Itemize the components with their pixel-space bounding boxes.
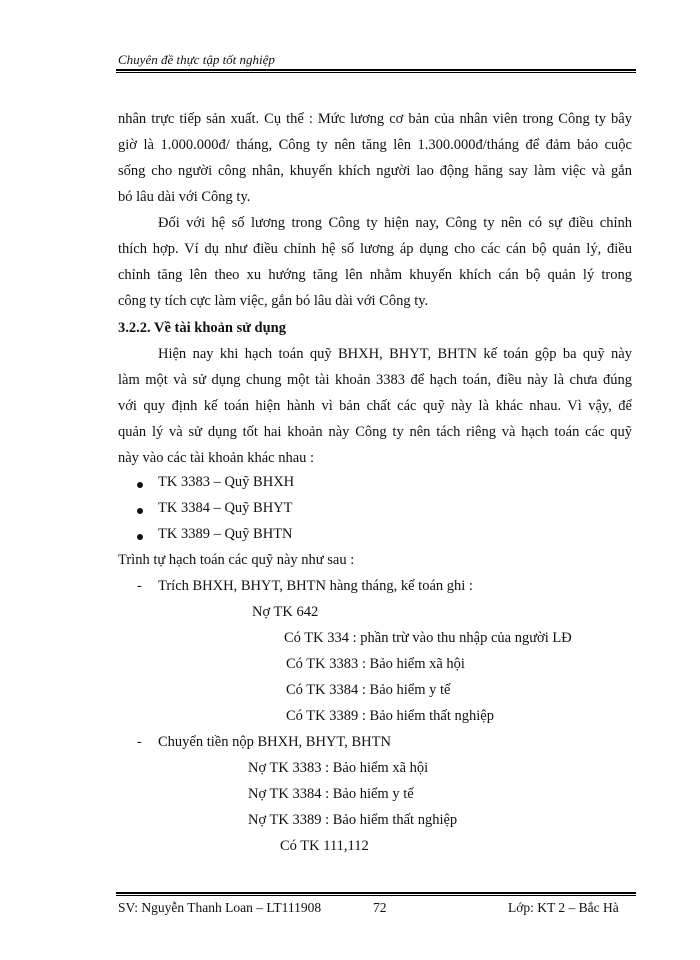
credit-entry: Có TK 3389 : Bảo hiểm thất nghiệp bbox=[286, 708, 494, 724]
paragraph-line: Hiện nay khi hạch toán quỹ BHXH, BHYT, BHTN kế toán gộp ba quỹ này bbox=[158, 346, 632, 362]
paragraph-line: chỉnh tăng lên theo xu hướng tăng lên nhằm khuyến khích cán bộ quản lý trong bbox=[118, 267, 632, 283]
credit-entry: Có TK 111,112 bbox=[280, 838, 369, 854]
page-number: 72 bbox=[373, 900, 387, 915]
debit-entry: Nợ TK 3389 : Bảo hiểm thất nghiệp bbox=[248, 812, 458, 828]
paragraph-line: với quy định kế toán hiện hành vì bản chất các quỹ này là khác nhau. Vì vậy, để bbox=[118, 398, 632, 414]
section-heading: 3.2.2. Về tài khoản sử dụng bbox=[118, 320, 286, 336]
paragraph-line: bó lâu dài với Công ty. bbox=[118, 189, 251, 205]
dash-marker: - bbox=[137, 578, 142, 594]
credit-entry: Có TK 3383 : Bảo hiểm xã hội bbox=[286, 656, 465, 672]
paragraph-line: làm một và sử dụng chung một tài khoản 3383 để hạch toán, điều này là chưa đúng bbox=[118, 372, 632, 388]
paragraph-line: giờ là 1.000.000đ/ tháng, Công ty nên tăng lên 1.300.000đ/tháng để đảm bảo cuộc bbox=[118, 137, 632, 153]
header-rule-thin bbox=[116, 72, 636, 73]
paragraph-line: này vào các tài khoản khác nhau : bbox=[118, 450, 315, 466]
step-title: Chuyển tiền nộp BHXH, BHYT, BHTN bbox=[158, 734, 391, 750]
footer-rule-thin bbox=[116, 895, 636, 896]
bullet-icon bbox=[137, 508, 143, 514]
list-item: TK 3389 – Quỹ BHTN bbox=[158, 526, 293, 542]
paragraph-line: thích hợp. Ví dụ như điều chỉnh hệ số lương áp dụng cho các cán bộ quản lý, điều bbox=[118, 241, 632, 257]
running-header: Chuyên đề thực tập tốt nghiệp bbox=[118, 52, 275, 67]
list-item: TK 3383 – Quỹ BHXH bbox=[158, 474, 295, 490]
paragraph-line: nhân trực tiếp sản xuất. Cụ thể : Mức lương cơ bản của nhân viên trong Công ty bây bbox=[118, 111, 632, 127]
footer-rule bbox=[116, 892, 636, 894]
dash-marker: - bbox=[137, 734, 142, 750]
footer-class: Lớp: KT 2 – Bắc Hà bbox=[508, 900, 619, 915]
credit-entry: Có TK 3384 : Bảo hiểm y tế bbox=[286, 682, 451, 698]
bullet-icon bbox=[137, 482, 143, 488]
bullet-icon bbox=[137, 534, 143, 540]
paragraph-line: sống cho người công nhân, khuyến khích người lao động hăng say làm việc và gắn bbox=[118, 163, 632, 179]
paragraph-line: Đối với hệ số lương trong Công ty hiện nay, Công ty nên có sự điều chỉnh bbox=[158, 215, 632, 231]
debit-entry: Nợ TK 3384 : Bảo hiểm y tế bbox=[248, 786, 414, 802]
footer-student: SV: Nguyễn Thanh Loan – LT111908 bbox=[118, 900, 322, 915]
header-rule bbox=[116, 69, 636, 71]
paragraph-line: công ty tích cực làm việc, gắn bó lâu dài với Công ty. bbox=[118, 293, 429, 309]
list-item: TK 3384 – Quỹ BHYT bbox=[158, 500, 293, 516]
credit-entry: Có TK 334 : phần trừ vào thu nhập của người LĐ bbox=[284, 630, 572, 646]
sequence-intro: Trình tự hạch toán các quỹ này như sau : bbox=[118, 552, 355, 568]
debit-entry: Nợ TK 642 bbox=[252, 604, 319, 620]
paragraph-line: quản lý và sử dụng tốt hai khoản này Công ty nên tách riêng và hạch toán các quỹ bbox=[118, 424, 632, 440]
step-title: Trích BHXH, BHYT, BHTN hàng tháng, kế toán ghi : bbox=[158, 578, 473, 594]
debit-entry: Nợ TK 3383 : Bảo hiểm xã hội bbox=[248, 760, 429, 776]
